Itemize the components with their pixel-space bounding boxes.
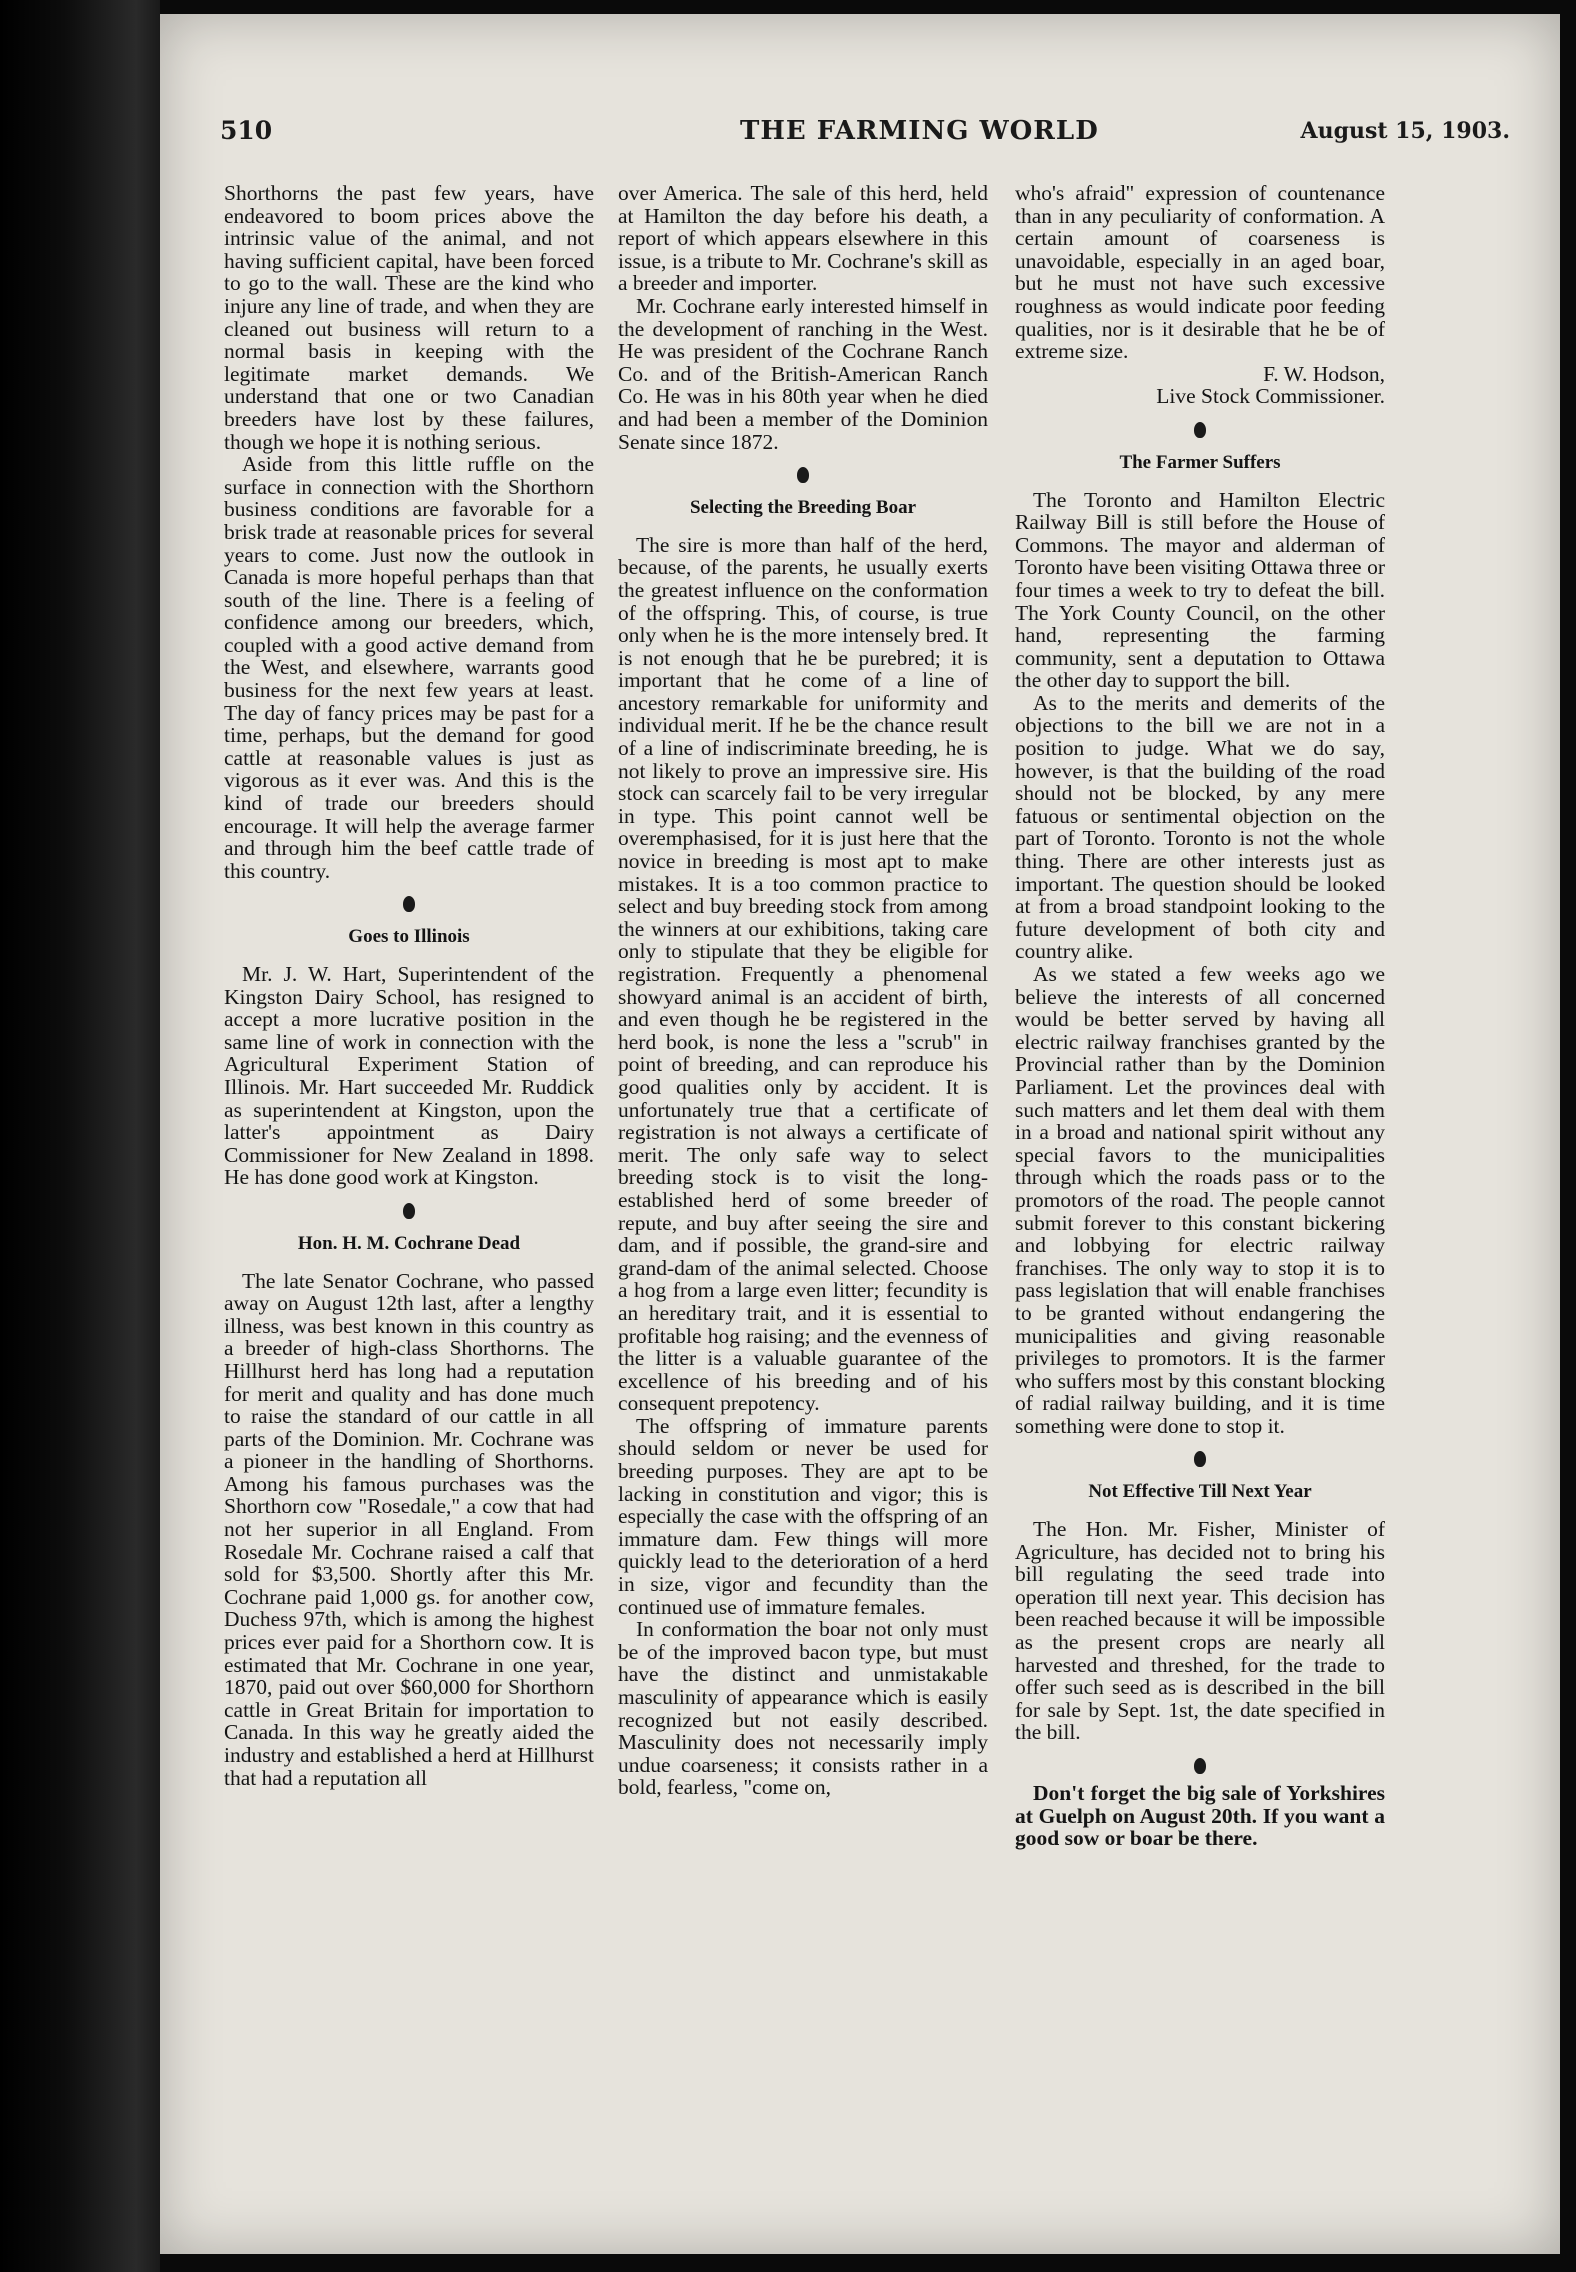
headline-goes-to-illinois: Goes to Illinois <box>348 926 470 948</box>
paragraph: As we stated a few weeks ago we believe the interests of all concerned would be better served by having all electric railway franchises granted by the Provincial rather than by the Dominion Parliament. Let the provinces deal with such matters and let them deal with them in a broad and national spirit without any special favors to the municipalities through which the roads pass or to the promotors of the road. The people cannot submit forever to this constant bickering and lobbying for electric railway franchises. The only way to stop it is to pass legislation that will enable franchises to be granted without endangering the municipalities and giving reasonable privileges to promotors. It is the farmer who suffers most by this constant blocking of radial railway building, and it is time something were done to stop it. <box>1015 962 1385 1438</box>
page-header <box>220 116 1510 152</box>
page-number: 510 <box>220 116 273 145</box>
paragraph: Mr. Cochrane early interested himself in the development of ranching in the West. He was president of the Cochrane Ranch Co. and of the British-American Ranch Co. He was in his 80th year when he died and had been a member of the Dominion Senate since 1872. <box>618 293 988 454</box>
paragraph: The Toronto and Hamilton Electric Railway Bill is still before the House of Commons. The mayor and alderman of Toronto have been visiting Ottawa three or four times a week to try to defeat the bill. The York County Council, on the other hand, representing the farming community, sent a deputation to Ottawa the other day to support the bill. <box>1015 487 1385 693</box>
section-ornament-icon <box>403 896 415 912</box>
paragraph: The Hon. Mr. Fisher, Minister of Agriculture, has decided not to bring his bill regulating the seed trade into operation till next year. This decision has been reached because it will be impossible as the present crops are nearly all harvested and threshed, for the trade to offer such seed as is described in the bill for sale by Sept. 1st, the date specified in the bill. <box>1015 1517 1385 1745</box>
signature-name: F. W. Hodson, <box>1263 361 1385 386</box>
headline-farmer-suffers: The Farmer Suffers <box>1119 451 1281 473</box>
publication-title: THE FARMING WORLD <box>740 116 1099 146</box>
scan-border <box>0 0 160 2272</box>
paragraph: Shorthorns the past few years, have endeavored to boom prices above the intrinsic value of the animal, and not having sufficient capital, have been forced to go to the wall. These are the kind who injure any line of trade, and when they are cleaned out business will return to a normal basis in keeping with the legitimate market demands. We understand that one or two Canadian breeders have lost by these failures, though we hope it is nothing serious. <box>224 182 594 454</box>
signature-title: Live Stock Commissioner. <box>1156 384 1385 409</box>
headline-cochrane-dead: Hon. H. M. Cochrane Dead <box>297 1232 521 1254</box>
section-ornament-icon <box>1194 422 1206 438</box>
section-ornament-icon <box>1194 1758 1206 1774</box>
section-ornament-icon <box>797 467 809 483</box>
paragraph: As to the merits and demerits of the objections to the bill we are not in a position to judge. What we do say, however, is that the building of the road should not be blocked, by any mere fatuous or sentimental objection on the part of Toronto. Toronto is not the whole thing. There are other interests just as important. The question should be looked at from a broad standpoint looking to the future development of both city and country alike. <box>1015 690 1385 964</box>
paragraph: Mr. J. W. Hart, Superintendent of the Kingston Dairy School, has resigned to accept a more lucrative position in the same line of work in connection with the Agricultural Experiment Station of Illinois. Mr. Hart succeeded Mr. Ruddick as superintendent at Kingston, upon the latter's appointment as Dairy Commissioner for New Zealand in 1898. He has done good work at Kingston. <box>224 962 594 1190</box>
paragraph: The late Senator Cochrane, who passed away on August 12th last, after a lengthy illness, was best known in this country as a breeder of high-class Shorthorns. The Hillhurst herd has long had a reputation for merit and quality and has done much to raise the standard of our cattle in all parts of the Dominion. Mr. Cochrane was a pioneer in the handling of Shorthorns. Among his famous purchases was the Shorthorn cow "Rosedale," a cow that had not her superior in all England. From Rosedale Mr. Cochrane raised a calf that sold for $3,500. Shortly after this Mr. Cochrane paid 1,000 gs. for another cow, Duchess 97th, which is among the highest prices ever paid for a Shorthorn cow. It is estimated that Mr. Cochrane in one year, 1870, paid out over $60,000 for Shorthorn cattle in Great Britain for importation to Canada. In this way he greatly aided the industry and established a herd at Hillhurst that had a reputation all <box>224 1268 594 1790</box>
headline-breeding-boar: Selecting the Breeding Boar <box>689 497 917 519</box>
issue-date: August 15, 1903. <box>1300 118 1510 144</box>
paragraph: who's afraid" expression of countenance than in any peculiarity of conformation. A certain amount of coarseness is unavoidable, especially in an aged boar, but he must not have such excessive roughness as would indicate poor feeding qualities, nor is it desirable that he be of extreme size. <box>1015 182 1385 364</box>
paragraph-notice: Don't forget the big sale of Yorkshires at Guelph on August 20th. If you want a good sow or boar be there. <box>1015 1781 1385 1851</box>
paragraph: Aside from this little ruffle on the surface in connection with the Shorthorn business conditions are favorable for a brisk trade at reasonable prices for several years to come. Just now the outlook in Canada is more hopeful perhaps than that south of the line. There is a feeling of confidence among our breeders, which, coupled with a good active demand from the West, and elsewhere, warrants good business for the next few years at least. The day of fancy prices may be past for a time, perhaps, but the demand for good cattle at reasonable values is just as vigorous as it ever was. And this is the kind of trade our breeders should encourage. It will help the average farmer and through him the beef cattle trade of this country. <box>224 452 594 883</box>
paragraph: In conformation the boar not only must be of the improved bacon type, but must have the distinct and unmistakable masculinity of appearance which is easily recognized but not easily described. Masculinity does not necessarily imply undue coarseness; it consists rather in a bold, fearless, "come on, <box>618 1617 988 1800</box>
paragraph: The sire is more than half of the herd, because, of the parents, he usually exerts the greatest influence on the conformation of the offspring. This, of course, is true only when he is the more intensely bred. It is not enough that he be purebred; it is important that he come of a line of ancestory remarkable for uniformity and individual merit. If he be the chance result of a line of indiscriminate breeding, he is not likely to prove an impressive sire. His stock can scarcely fail to be very irregular in type. This point cannot well be overemphasised, for it is just here that the novice in breeding is most apt to make mistakes. It is a too common practice to select and buy breeding stock from among the winners at our exhibitions, taking care only to stipulate that they be eligible for registration. Frequently a phenomenal showyard animal is an accident of birth, and even though he be registered in the herd book, is none the less a "scrub" in point of breeding, and can reproduce his good qualities only by accident. It is unfortunately true that a certificate of registration is not always a certificate of merit. The only safe way to select breeding stock is to visit the long-established herd of some breeder of repute, and buy after seeing the sire and dam, and if possible, the grand-sire and grand-dam of the animal selected. Choose a hog from a large even litter; fecundity is an hereditary trait, and it is essential to profitable hog raising; and the evenness of the litter is a valuable guarantee of the excellence of his breeding and of his consequent prepotency. <box>618 532 988 1416</box>
paragraph: The offspring of immature parents should seldom or never be used for breeding purposes. They are apt to be lacking in constitution and vigor; this is especially the case with the offspring of an immature dam. Few things will more quickly lead to the deterioration of a herd in size, vigor and fecundity than the continued use of immature females. <box>618 1413 988 1619</box>
section-ornament-icon <box>403 1203 415 1219</box>
section-ornament-icon <box>1194 1451 1206 1467</box>
column-3 <box>1015 182 1385 2202</box>
paragraph: over America. The sale of this herd, held at Hamilton the day before his death, a report of which appears elsewhere in this issue, is a tribute to Mr. Cochrane's skill as a breeder and importer. <box>618 182 988 296</box>
column-2 <box>618 182 988 2202</box>
headline-not-effective: Not Effective Till Next Year <box>1088 1481 1312 1503</box>
newspaper-page <box>160 14 1560 2254</box>
column-1 <box>224 182 594 2202</box>
